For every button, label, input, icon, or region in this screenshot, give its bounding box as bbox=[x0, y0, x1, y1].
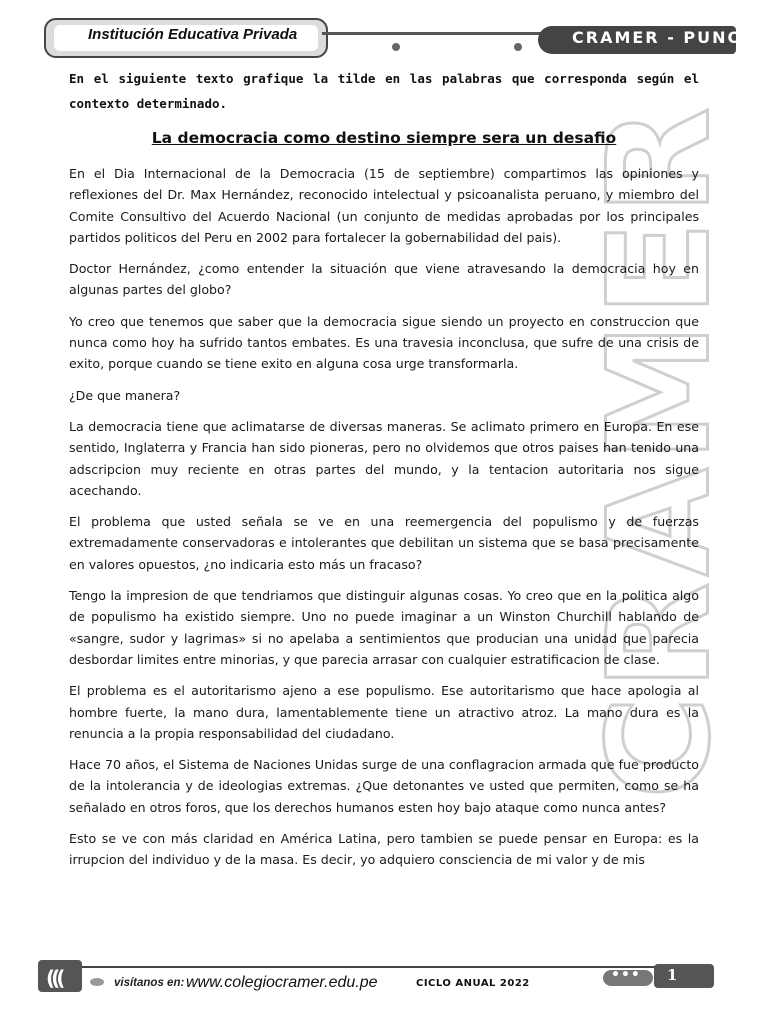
brand-label: CRAMER - PUNO bbox=[572, 28, 744, 47]
footer-arcs-icon: ((( bbox=[46, 966, 62, 990]
visit-label: visítanos en: bbox=[114, 977, 185, 989]
header-divider bbox=[322, 32, 542, 35]
paragraph: Tengo la impresion de que tendriamos que distinguir algunas cosas. Yo creo que en la politica algo de populismo ha existido siempre. Uno no puede imaginar a un Winston Churchill hablando de «sangre, sudor y lagrimas» si no apelaba a sentimientos que producian una unidad que parecia desbordar limites entre minorias, y que parecia arrasar con cualquier estratificacion de clase. bbox=[69, 588, 699, 667]
page-header bbox=[0, 0, 768, 66]
paragraph: Esto se ve con más claridad en América Latina, pero tambien se puede pensar en Europa: es la irrupcion del individuo y de la masa. Es decir, yo adquiero consciencia de mi valor y de mis bbox=[69, 831, 699, 868]
paragraph: El problema que usted señala se ve en una reemergencia del populismo y de fuerzas extremadamente conservadoras e intolerantes que debilitan un sistema que se basa precisamente en valores opuestos, ¿no indicaria esto más un fracaso? bbox=[69, 514, 699, 572]
paragraph: Yo creo que tenemos que saber que la democracia sigue siendo un proyecto en construccion que nunca como hoy ha sufrido tantos embates. Es una travesia inconclusa, que sufre de una crisis de exito, porque cuando se tiene exito en alguna cosa urge transformarla. bbox=[69, 313, 699, 372]
paragraph: En el Dia Internacional de la Democracia (15 de septiembre) compartimos las opiniones y reflexiones del Dr. Max Hernández, reconocido intelectual y psicoanalista peruano, y miembro del Comite Consultivo del Acuerdo Nacional (un conjunto de medidas aprobadas por los principales partidos politicos del Peru en 2002 para fortalecer la gobernabilidad del pais). bbox=[69, 166, 699, 245]
cramer-watermark: CRAMER bbox=[578, 101, 742, 799]
header-dot bbox=[392, 43, 400, 51]
dots-icon: ••• bbox=[611, 967, 641, 983]
paragraph: Doctor Hernández, ¿como entender la situación que viene atravesando la democracia hoy en algunas partes del globo? bbox=[69, 261, 699, 298]
paragraph: El problema es el autoritarismo ajeno a ese populismo. Ese autoritarismo que hace apologia al hombre fuerte, la mano dura, lamentablemente tiene un atractivo atroz. La mano dura es la renuncia a la propia responsabilidad del ciudadano. bbox=[69, 683, 699, 741]
page-number: 1 bbox=[667, 966, 678, 984]
paragraph: La democracia tiene que aclimatarse de diversas maneras. Se aclimato primero en Europa. En ese sentido, Inglaterra y Francia han sido pioneras, pero no olvidemos que otros paises han tenido una adscripcion muy reciente en otras partes del mundo, y la tentacion autoritaria nos sigue acechando. bbox=[69, 418, 699, 498]
paragraph: ¿De que manera? bbox=[69, 387, 181, 403]
institution-label: Institución Educativa Privada bbox=[88, 26, 298, 43]
website-link[interactable]: www.colegiocramer.edu.pe bbox=[186, 974, 378, 991]
page-number-box bbox=[654, 964, 714, 988]
document-title: La democracia como destino siempre sera un desafio bbox=[151, 129, 617, 147]
footer-divider bbox=[82, 966, 672, 968]
exercise-instruction: En el siguiente texto grafique la tilde en las palabras que corresponda según el contexto determinado. bbox=[69, 71, 699, 111]
footer-bullet-icon bbox=[90, 978, 104, 986]
cycle-label: CICLO ANUAL 2022 bbox=[416, 978, 530, 989]
paragraph: Hace 70 años, el Sistema de Naciones Unidas surge de una conflagracion armada que fue producto de la intolerancia y de ideologias extremas. ¿Que detonantes ve usted que permiten, como se ha señalado en otros foros, que los derechos humanos esten hoy bajo ataque como nunca antes? bbox=[69, 757, 699, 815]
page-footer bbox=[0, 956, 768, 1024]
document-body bbox=[69, 66, 699, 881]
header-dot bbox=[514, 43, 522, 51]
